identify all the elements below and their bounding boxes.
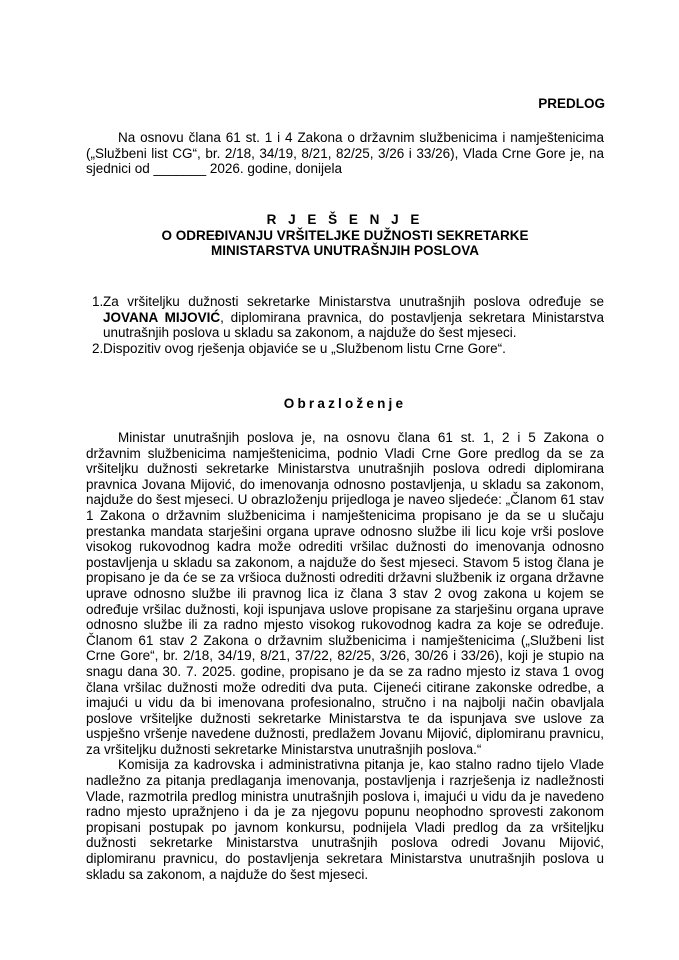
title-resenje: R J E Š E N J E (266, 212, 424, 227)
obrazlozenje-paragraph-2: Komisija za kadrovska i administrativna pitanja je, kao stalno radno tijelo Vlade nadležno za pitanja predlaganja imenovanja, postavljenja i razrješenja iz nadležnosti Vlade, razmotrila predlog ministra unutrašnjih poslova i, imajući u vidu da je navedeno radno mjesto upražnjeno i da je za njegovu popunu neophodno sprovesti zakonom propisani postupak po javnom konkursu, podnijela Vladi predlog da za vršiteljku dužnosti sekretarke Ministarstva unutrašnjih poslova odredi Jovanu Mijović, diplomiranu pravnicu, do postavljenja sekretara Ministarstva unutrašnjih poslova u skladu sa zakonom, a najduže do šest mjeseci. (86, 757, 604, 882)
title-line-3: MINISTARSTVA UNUTRAŠNJIH POSLOVA (210, 243, 479, 258)
appointee-name: JOVANA MIJOVIĆ (103, 309, 221, 325)
intro-paragraph: Na osnovu člana 61 st. 1 i 4 Zakona o državnim službenicima i namještenicima („Službeni list CG“, br. 2/18, 34/19, 8/21, 82/25, 3/26 i 33/26), Vlada Crne Gore je, na sjednici od _______ 2026. godine, donijela (86, 130, 604, 177)
obrazlozenje-heading: Obrazloženje (283, 396, 407, 411)
list-item-number: 2. (92, 340, 104, 356)
predlog-label: PREDLOG (538, 96, 605, 111)
list-item (86, 341, 604, 357)
title-line-2: O ODREĐIVANJU VRŠITELJKE DUŽNOSTI SEKRETARKE (161, 227, 529, 243)
decision-list (86, 294, 604, 356)
list-item-text-before: Za vršiteljku dužnosti sekretarke Ministarstva unutrašnjih poslova određuje se (103, 294, 604, 309)
list-item-text-after: , diplomirana pravnica, do postavljenja sekretara Ministarstva unutrašnjih poslova u skladu sa zakonom, a najduže do šest mjeseci. (103, 309, 604, 341)
obrazlozenje-body (86, 430, 604, 882)
obrazlozenje-paragraph-1: Ministar unutrašnjih poslova je, na osnovu člana 61 st. 1, 2 i 5 Zakona o državnim službenicima namještenicima, podnio Vladi Crne Gore predlog da se za vršiteljku dužnosti sekretarke Ministarstva unutrašnjih poslova odredi diplomirana pravnica Jovana Mijović, do imenovanja odnosno postavljenja, u skladu sa zakonom, najduže do šest mjeseci. U obrazloženju prijedloga je naveo sljedeće: „Članom 61 stav 1 Zakona o državnim službenicima i namještenicima propisano je da se u slučaju prestanka mandata starješini organa uprave odnosno službe ili licu koje vrši poslove visokog rukovodnog kadra može odrediti vršilac dužnosti do imenovanja odnosno postavljenja u skladu sa zakonom, a najduže do šest mjeseci. Stavom 5 istog člana je propisano je da će se za vršioca dužnosti odrediti državni službenik iz organa državne uprave odnosno službe ili pravnog lica iz člana 3 stav 2 ovog zakona u kojem se određuje vršilac dužnosti, koji ispunjava uslove propisane za starješinu organa uprave odnosno službe ili za radno mjesto visokog rukovodnog kadra za koje se određuje. Članom 61 stav 2 Zakona o državnim službenicima i namještenicima („Službeni list Crne Gore“, br. 2/18, 34/19, 8/21, 37/22, 82/25, 3/26, 30/26 i 33/26), koji je stupio na snagu dana 30. 7. 2025. godine, propisano je da se za radno mjesto iz stava 1 ovog člana vršilac dužnosti može odrediti dva puta. Cijeneći citirane zakonske odredbe, a imajući u vidu da bi imenovana profesionalno, stručno i na najbolji način obavljala poslove vršiteljke dužnosti sekretarke Ministarstva te da ispunjava sve uslove za uspješno vršenje navedene dužnosti, predlažem Jovanu Mijović, diplomiranu pravnicu, za vršiteljku dužnosti sekretarke Ministarstva unutrašnjih poslova.“ (86, 430, 604, 757)
list-item (86, 294, 604, 341)
list-item-number: 1. (92, 294, 104, 309)
list-item-text: Dispozitiv ovog rješenja objaviće se u „Službenom listu Crne Gore“. (103, 340, 506, 356)
document-title (86, 212, 604, 259)
